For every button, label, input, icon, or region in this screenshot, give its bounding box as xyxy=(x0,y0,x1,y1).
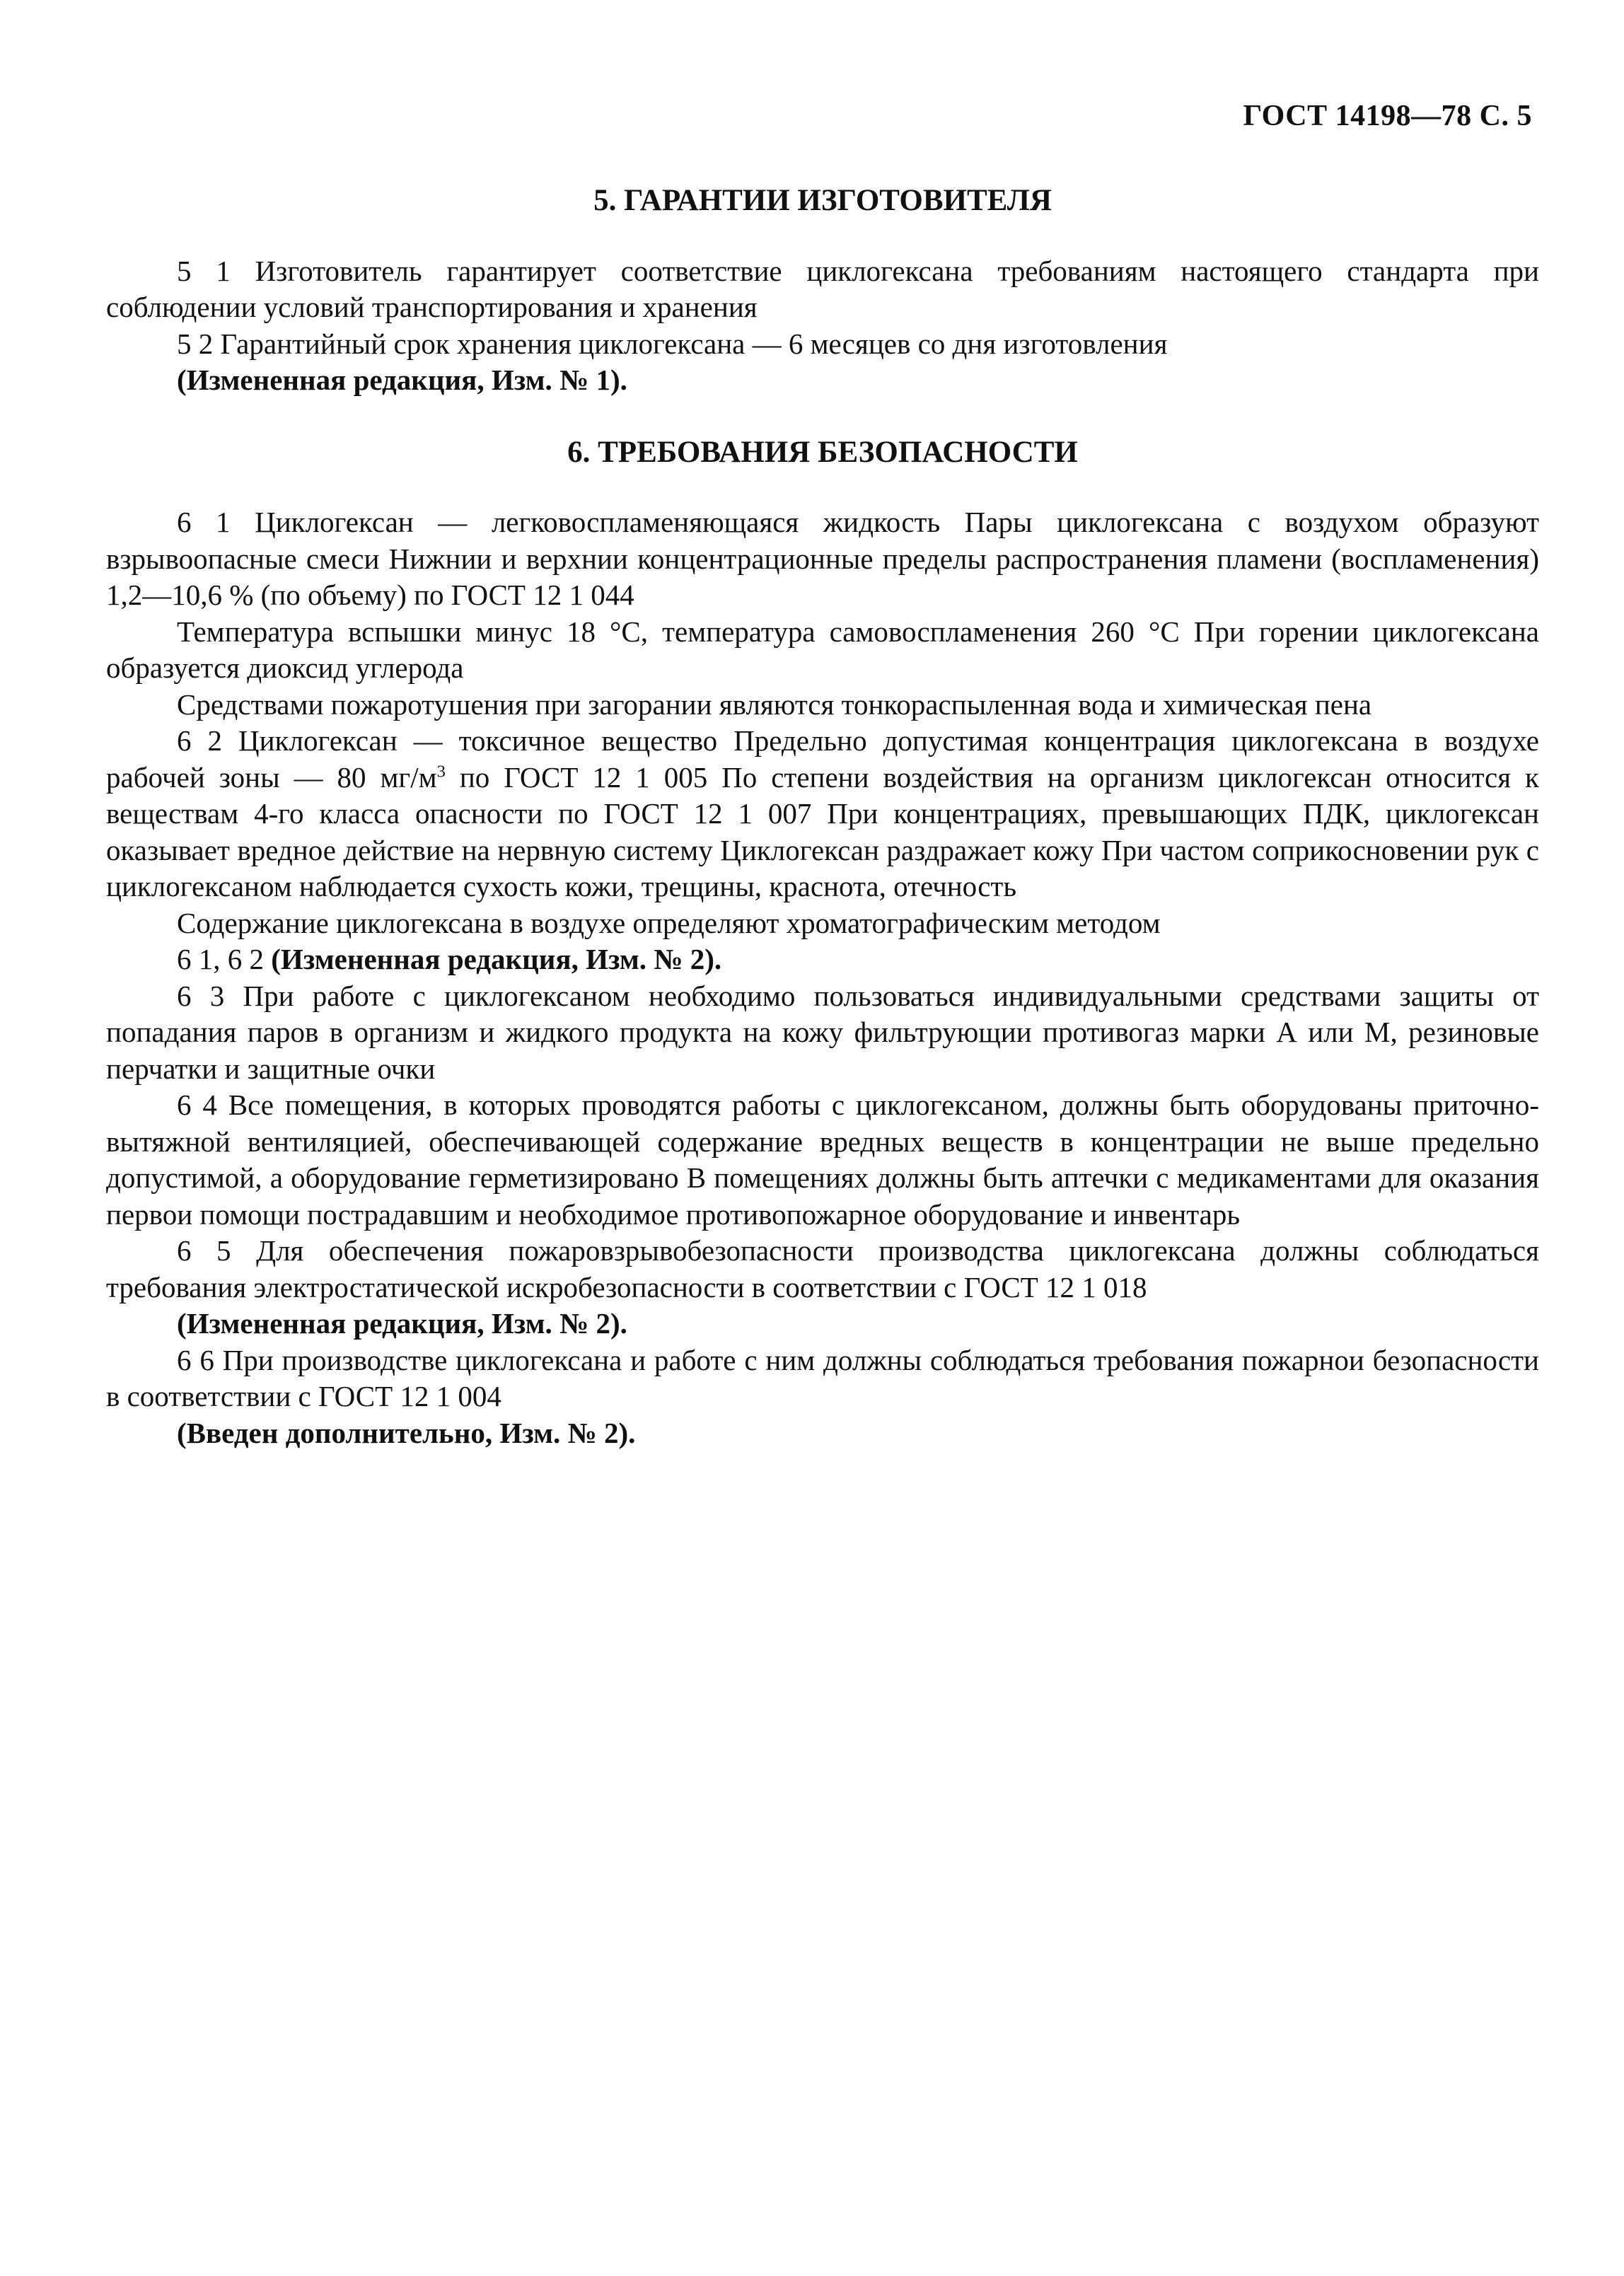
section-5-title: 5. ГАРАНТИИ ИЗГОТОВИТЕЛЯ xyxy=(593,184,1052,217)
paragraph-extinguishing: Средствами пожаротушения при загорании являются тонкораспыленная вода и химическая пена xyxy=(177,687,1372,721)
document-body xyxy=(106,182,1539,1451)
note-prefix: 6 1, 6 2 xyxy=(177,943,272,975)
paragraph-air-content: Содержание циклогексана в воздухе определяют хроматографическим методом xyxy=(177,906,1161,939)
paragraph-6-2-part-b: по ГОСТ 12 1 005 По степени воздействия на организм циклогексан относится к веществам 4-го класса опасности по ГОСТ 12 1 007 При концентрациях, превышающих ПДК, циклогексан оказывает вредное действие на нервную систему Циклогексан раздражает кожу При частом соприкосновении рук с циклогексаном наблюдается сухость кожи, трещины, краснота, отечность xyxy=(106,760,1539,902)
amendment-note-3: (Измененная редакция, Изм. № 2). xyxy=(177,1307,627,1340)
amendment-note-4: (Введен дополнительно, Изм. № 2). xyxy=(177,1416,636,1449)
paragraph-6-2 xyxy=(106,723,1539,905)
paragraph-flash-point: Температура вспышки минус 18 °С, температура самовоспламенения 260 °С При горении циклогексана образуется диоксид углерода xyxy=(106,615,1539,684)
paragraph-6-4: 6 4 Все помещения, в которых проводятся работы с циклогексаном, должны быть оборудованы приточно-вытяжной вентиляцией, обеспечивающей содержание вредных веществ в концентрации не выше предельно допустимой, а оборудование герметизировано В помещениях должны быть аптечки с медикаментами для оказания первои помощи пострадавшим и необходимое противопожарное оборудование и инвентарь xyxy=(106,1088,1539,1231)
paragraph-6-6: 6 6 При производстве циклогексана и работе с ним должны соблюдаться требования пожарнои безопасности в соответствии с ГОСТ 12 1 004 xyxy=(106,1343,1539,1412)
paragraph-6-1-6-2-note xyxy=(106,941,1539,978)
paragraph-6-3: 6 3 При работе с циклогексаном необходимо пользоваться индивидуальными средствами защиты от попадания паров в организм и жидкого продукта на кожу фильтрующии противогаз марки А или М, резиновые перчатки и защитные очки xyxy=(106,979,1539,1085)
amendment-note-1: (Измененная редакция, Изм. № 1). xyxy=(177,364,627,396)
page-header-ref: ГОСТ 14198—78 С. 5 xyxy=(1243,100,1532,132)
paragraph-5-1: 5 1 Изготовитель гарантирует соответствие циклогексана требованиям настоящего стандарта при соблюдении условий транспортирования и хранения xyxy=(106,254,1539,323)
paragraph-6-2-part-a: 6 2 Циклогексан — токсичное вещество Предельно допустимая концентрация циклогексана в воздухе рабочей зоны — 80 мг/м xyxy=(106,724,1539,794)
section-6-title: 6. ТРЕБОВАНИЯ БЕЗОПАСНОСТИ xyxy=(567,435,1078,469)
paragraph-5-2: 5 2 Гарантийный срок хранения циклогексана — 6 месяцев со дня изготовления xyxy=(177,327,1168,360)
amendment-note-2: (Измененная редакция, Изм. № 2). xyxy=(271,943,722,975)
paragraph-6-5: 6 5 Для обеспечения пожаровзрывобезопасности производства циклогексана должны соблюдаться требования электростатической искробезопасности в соответствии с ГОСТ 12 1 018 xyxy=(106,1234,1539,1304)
cubic-superscript: 3 xyxy=(436,761,446,781)
paragraph-6-1: 6 1 Циклогексан — легковоспламеняющаяся жидкость Пары циклогексана с воздухом образуют взрывоопасные смеси Нижнии и верхнии концентрационные пределы распространения пламени (воспламенения) 1,2—10,6 % (по объему) по ГОСТ 12 1 044 xyxy=(106,506,1539,611)
